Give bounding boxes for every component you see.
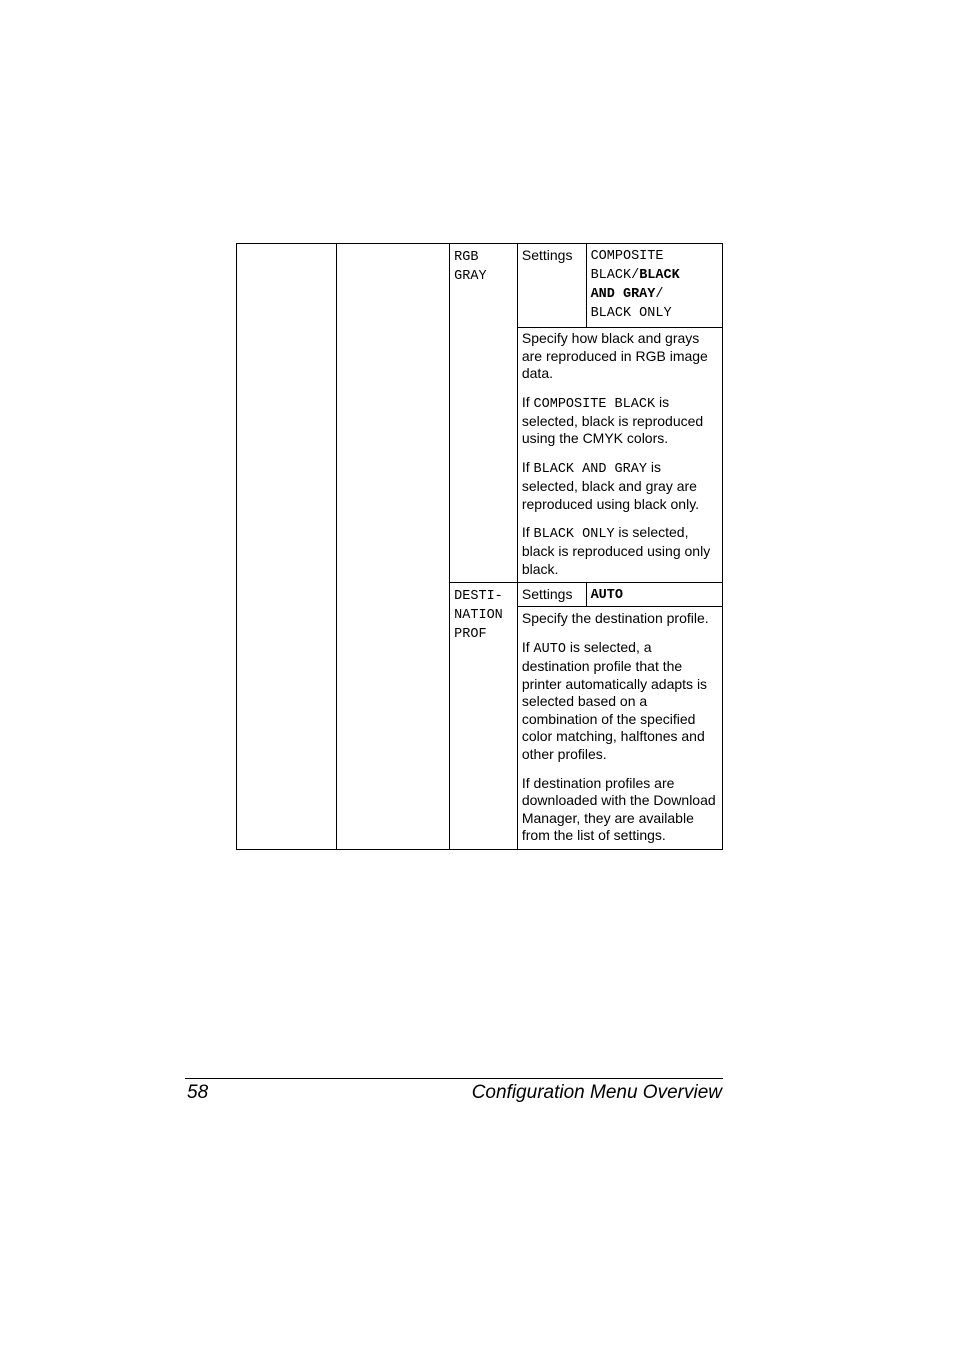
destination-prof-settings-values xyxy=(586,583,722,607)
rgb-gray-item-cell xyxy=(450,244,518,583)
table-row-rgb-gray-settings xyxy=(237,244,723,328)
destination-prof-item-cell xyxy=(450,583,518,850)
menu-level1-cell xyxy=(237,244,337,850)
destination-prof-description: Specify the destination profile. If AUTO is selected, a destination profile that the printer automatically adapts is selected based on a combination of the specified color matching, halftones and other profiles. If destination profiles are downloaded with the Download Manager, they are available from the list of settings. xyxy=(517,607,722,850)
rgb-gray-settings-values: COMPOSITE BLACK/BLACK AND GRAY/ BLACK ONLY xyxy=(586,244,722,328)
default-value-black-and-gray: BLACK xyxy=(639,268,680,283)
rgb-gray-item-name: RGB GRAY xyxy=(454,250,487,284)
running-footer-title: Configuration Menu Overview xyxy=(471,1082,722,1103)
destination-prof-item-name: DESTI- NATION PROF xyxy=(454,589,503,643)
rgb-gray-settings-label: Settings xyxy=(517,244,586,328)
menu-level2-cell xyxy=(337,244,450,850)
destination-prof-settings-label: Settings xyxy=(517,583,586,607)
default-value-auto: AUTO xyxy=(590,588,623,604)
configuration-menu-table xyxy=(236,243,723,850)
footer-divider xyxy=(185,1078,723,1079)
page-number: 58 xyxy=(187,1082,209,1103)
rgb-gray-description: Specify how black and grays are reproduced in RGB image data. If COMPOSITE BLACK is selected, black is reproduced using the CMYK colors. If BLACK AND GRAY is selected, black and gray are reproduced using black only. If BLACK ONLY is selected, black is reproduced using only black. xyxy=(517,328,722,583)
